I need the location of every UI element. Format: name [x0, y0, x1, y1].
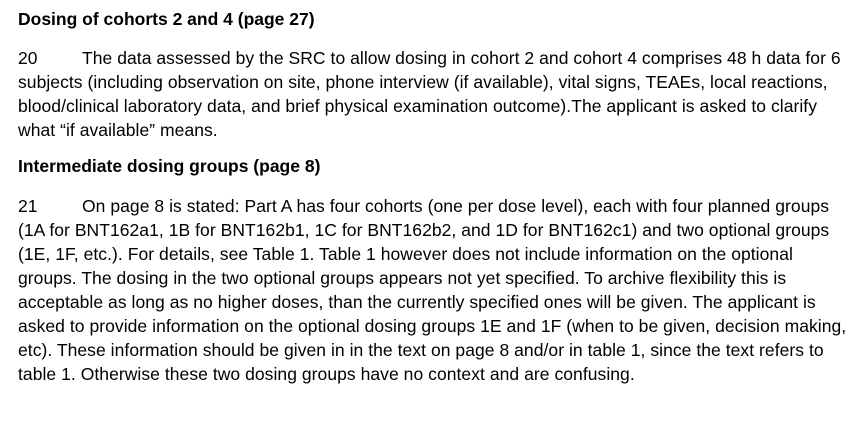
paragraph-20 — [18, 46, 848, 142]
document-page — [18, 8, 848, 386]
paragraph-number: 20 — [18, 48, 38, 68]
paragraph-text: The data assessed by the SRC to allow dosing in cohort 2 and cohort 4 comprises 48 h data for 6 subjects (including observation on site, phone interview (if available), vital signs, TEAEs, local reactions, blood/clinical laboratory data, and brief physical examination outcome).The applicant is asked to clarify what “if available” means. — [18, 48, 841, 140]
section-heading-intermediate-dosing: Intermediate dosing groups (page 8) — [18, 156, 321, 176]
paragraph-number: 21 — [18, 196, 38, 216]
paragraph-21 — [18, 194, 848, 386]
section-heading-dosing-cohorts: Dosing of cohorts 2 and 4 (page 27) — [18, 9, 315, 29]
paragraph-text: On page 8 is stated: Part A has four cohorts (one per dose level), each with four planned groups (1A for BNT162a1, 1B for BNT162b1, 1C for BNT162b2, and 1D for BNT162c1) and two optional groups (1E, 1F, etc.). For details, see Table 1. Table 1 however does not include information on the optional groups. The dosing in the two optional groups appears not yet specified. To archive flexibility this is acceptable as long as no higher doses, than the currently specified ones will be given. The applicant is asked to provide information on the optional dosing groups 1E and 1F (when to be given, decision making, etc). These information should be given in in the text on page 8 and/or in table 1, since the text refers to table 1. Otherwise these two dosing groups have no context and are confusing. — [18, 196, 847, 384]
